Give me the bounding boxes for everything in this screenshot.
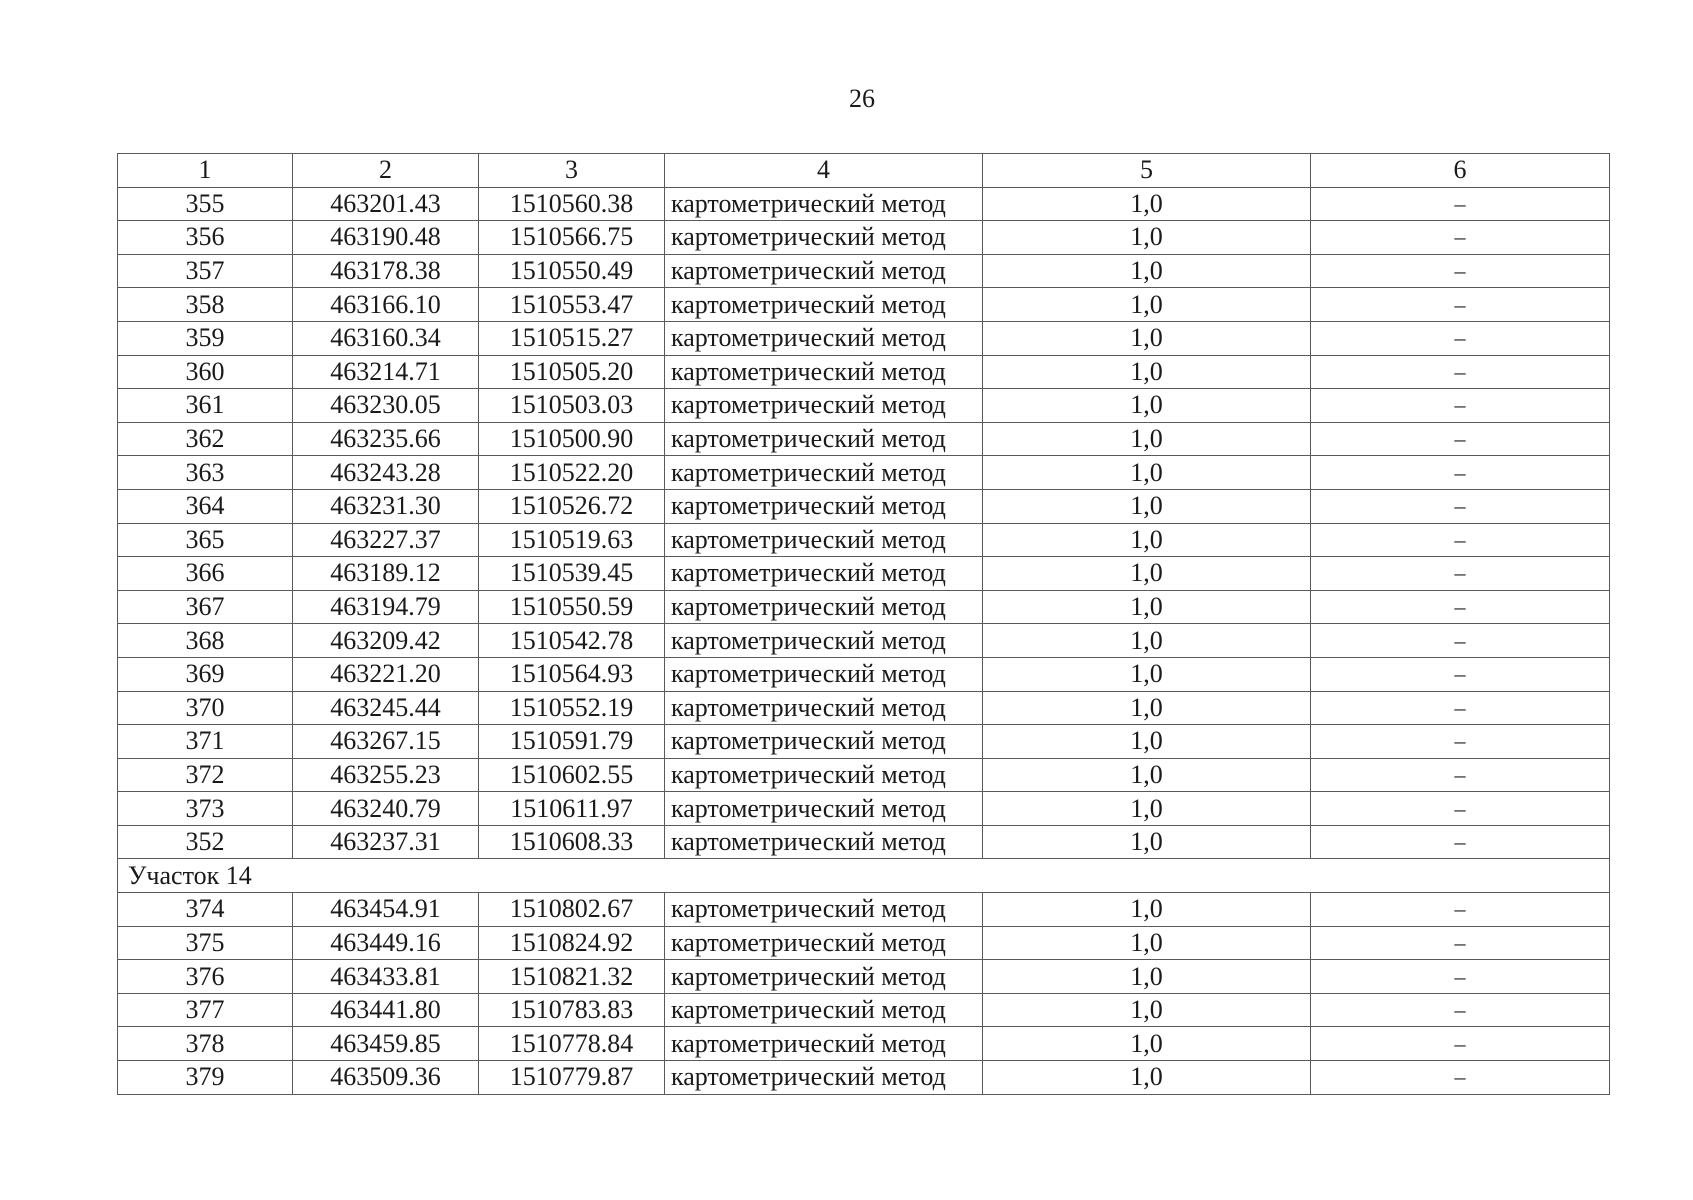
accuracy-cell: 1,0: [983, 456, 1311, 490]
x-coordinate-cell: 463231.30: [293, 489, 479, 523]
point-number-cell: 377: [118, 993, 293, 1027]
method-cell: картометрический метод: [665, 254, 983, 288]
note-cell: –: [1311, 657, 1610, 691]
note-cell: –: [1311, 489, 1610, 523]
x-coordinate-cell: 463240.79: [293, 792, 479, 826]
table-row: [118, 893, 1610, 927]
accuracy-cell: 1,0: [983, 389, 1311, 423]
y-coordinate-cell: 1510778.84: [479, 1027, 665, 1061]
note-cell: –: [1311, 389, 1610, 423]
table-row: [118, 758, 1610, 792]
table-row: [118, 557, 1610, 591]
column-header: 6: [1311, 154, 1610, 188]
x-coordinate-cell: 463255.23: [293, 758, 479, 792]
y-coordinate-cell: 1510522.20: [479, 456, 665, 490]
page-number: 26: [849, 84, 875, 113]
point-number-cell: 355: [118, 187, 293, 221]
y-coordinate-cell: 1510526.72: [479, 489, 665, 523]
table-row: [118, 1061, 1610, 1095]
table-row: [118, 725, 1610, 759]
table-header-row: [118, 154, 1610, 188]
method-cell: картометрический метод: [665, 456, 983, 490]
accuracy-cell: 1,0: [983, 657, 1311, 691]
accuracy-cell: 1,0: [983, 624, 1311, 658]
x-coordinate-cell: 463201.43: [293, 187, 479, 221]
point-number-cell: 376: [118, 960, 293, 994]
column-header: 5: [983, 154, 1311, 188]
accuracy-cell: 1,0: [983, 691, 1311, 725]
accuracy-cell: 1,0: [983, 221, 1311, 255]
note-cell: –: [1311, 288, 1610, 322]
point-number-cell: 372: [118, 758, 293, 792]
x-coordinate-cell: 463243.28: [293, 456, 479, 490]
method-cell: картометрический метод: [665, 825, 983, 859]
method-cell: картометрический метод: [665, 758, 983, 792]
y-coordinate-cell: 1510591.79: [479, 725, 665, 759]
method-cell: картометрический метод: [665, 657, 983, 691]
column-header: 4: [665, 154, 983, 188]
note-cell: –: [1311, 758, 1610, 792]
point-number-cell: 367: [118, 590, 293, 624]
note-cell: –: [1311, 691, 1610, 725]
note-cell: –: [1311, 993, 1610, 1027]
note-cell: –: [1311, 456, 1610, 490]
method-cell: картометрический метод: [665, 1027, 983, 1061]
point-number-cell: 363: [118, 456, 293, 490]
accuracy-cell: 1,0: [983, 993, 1311, 1027]
table-row: [118, 624, 1610, 658]
y-coordinate-cell: 1510602.55: [479, 758, 665, 792]
point-number-cell: 362: [118, 422, 293, 456]
method-cell: картометрический метод: [665, 893, 983, 927]
point-number-cell: 364: [118, 489, 293, 523]
method-cell: картометрический метод: [665, 691, 983, 725]
note-cell: –: [1311, 557, 1610, 591]
method-cell: картометрический метод: [665, 221, 983, 255]
y-coordinate-cell: 1510802.67: [479, 893, 665, 927]
table-row: [118, 187, 1610, 221]
point-number-cell: 356: [118, 221, 293, 255]
accuracy-cell: 1,0: [983, 1061, 1311, 1095]
method-cell: картометрический метод: [665, 187, 983, 221]
x-coordinate-cell: 463221.20: [293, 657, 479, 691]
accuracy-cell: 1,0: [983, 557, 1311, 591]
point-number-cell: 378: [118, 1027, 293, 1061]
point-number-cell: 369: [118, 657, 293, 691]
table-row: [118, 321, 1610, 355]
column-header: 2: [293, 154, 479, 188]
method-cell: картометрический метод: [665, 355, 983, 389]
note-cell: –: [1311, 960, 1610, 994]
note-cell: –: [1311, 1027, 1610, 1061]
method-cell: картометрический метод: [665, 489, 983, 523]
x-coordinate-cell: 463230.05: [293, 389, 479, 423]
y-coordinate-cell: 1510608.33: [479, 825, 665, 859]
point-number-cell: 370: [118, 691, 293, 725]
y-coordinate-cell: 1510500.90: [479, 422, 665, 456]
table-row: [118, 523, 1610, 557]
x-coordinate-cell: 463509.36: [293, 1061, 479, 1095]
method-cell: картометрический метод: [665, 926, 983, 960]
accuracy-cell: 1,0: [983, 489, 1311, 523]
x-coordinate-cell: 463454.91: [293, 893, 479, 927]
note-cell: –: [1311, 523, 1610, 557]
accuracy-cell: 1,0: [983, 590, 1311, 624]
note-cell: –: [1311, 355, 1610, 389]
accuracy-cell: 1,0: [983, 288, 1311, 322]
note-cell: –: [1311, 725, 1610, 759]
point-number-cell: 371: [118, 725, 293, 759]
method-cell: картометрический метод: [665, 523, 983, 557]
method-cell: картометрический метод: [665, 557, 983, 591]
point-number-cell: 352: [118, 825, 293, 859]
point-number-cell: 368: [118, 624, 293, 658]
table-row: [118, 960, 1610, 994]
accuracy-cell: 1,0: [983, 792, 1311, 826]
method-cell: картометрический метод: [665, 624, 983, 658]
x-coordinate-cell: 463160.34: [293, 321, 479, 355]
table-body: [118, 154, 1610, 1095]
note-cell: –: [1311, 254, 1610, 288]
method-cell: картометрический метод: [665, 960, 983, 994]
accuracy-cell: 1,0: [983, 355, 1311, 389]
y-coordinate-cell: 1510503.03: [479, 389, 665, 423]
y-coordinate-cell: 1510505.20: [479, 355, 665, 389]
table-row: [118, 221, 1610, 255]
y-coordinate-cell: 1510821.32: [479, 960, 665, 994]
y-coordinate-cell: 1510550.49: [479, 254, 665, 288]
x-coordinate-cell: 463214.71: [293, 355, 479, 389]
accuracy-cell: 1,0: [983, 523, 1311, 557]
point-number-cell: 366: [118, 557, 293, 591]
x-coordinate-cell: 463441.80: [293, 993, 479, 1027]
note-cell: –: [1311, 893, 1610, 927]
point-number-cell: 357: [118, 254, 293, 288]
table-row: [118, 926, 1610, 960]
point-number-cell: 373: [118, 792, 293, 826]
table-row: [118, 825, 1610, 859]
y-coordinate-cell: 1510564.93: [479, 657, 665, 691]
y-coordinate-cell: 1510539.45: [479, 557, 665, 591]
point-number-cell: 375: [118, 926, 293, 960]
y-coordinate-cell: 1510542.78: [479, 624, 665, 658]
y-coordinate-cell: 1510552.19: [479, 691, 665, 725]
section-row: [118, 859, 1610, 893]
accuracy-cell: 1,0: [983, 422, 1311, 456]
x-coordinate-cell: 463449.16: [293, 926, 479, 960]
y-coordinate-cell: 1510519.63: [479, 523, 665, 557]
point-number-cell: 359: [118, 321, 293, 355]
x-coordinate-cell: 463235.66: [293, 422, 479, 456]
method-cell: картометрический метод: [665, 1061, 983, 1095]
y-coordinate-cell: 1510824.92: [479, 926, 665, 960]
note-cell: –: [1311, 221, 1610, 255]
column-header: 1: [118, 154, 293, 188]
method-cell: картометрический метод: [665, 288, 983, 322]
point-number-cell: 360: [118, 355, 293, 389]
y-coordinate-cell: 1510560.38: [479, 187, 665, 221]
method-cell: картометрический метод: [665, 725, 983, 759]
y-coordinate-cell: 1510515.27: [479, 321, 665, 355]
x-coordinate-cell: 463227.37: [293, 523, 479, 557]
point-number-cell: 374: [118, 893, 293, 927]
y-coordinate-cell: 1510779.87: [479, 1061, 665, 1095]
x-coordinate-cell: 463209.42: [293, 624, 479, 658]
x-coordinate-cell: 463178.38: [293, 254, 479, 288]
note-cell: –: [1311, 825, 1610, 859]
accuracy-cell: 1,0: [983, 725, 1311, 759]
method-cell: картометрический метод: [665, 590, 983, 624]
note-cell: –: [1311, 321, 1610, 355]
table-row: [118, 590, 1610, 624]
note-cell: –: [1311, 926, 1610, 960]
method-cell: картометрический метод: [665, 389, 983, 423]
y-coordinate-cell: 1510783.83: [479, 993, 665, 1027]
table-row: [118, 657, 1610, 691]
x-coordinate-cell: 463190.48: [293, 221, 479, 255]
x-coordinate-cell: 463237.31: [293, 825, 479, 859]
coordinates-table: [117, 153, 1610, 1095]
accuracy-cell: 1,0: [983, 187, 1311, 221]
point-number-cell: 358: [118, 288, 293, 322]
table-row: [118, 422, 1610, 456]
y-coordinate-cell: 1510566.75: [479, 221, 665, 255]
x-coordinate-cell: 463459.85: [293, 1027, 479, 1061]
table-row: [118, 1027, 1610, 1061]
note-cell: –: [1311, 422, 1610, 456]
table-row: [118, 792, 1610, 826]
x-coordinate-cell: 463189.12: [293, 557, 479, 591]
table-row: [118, 389, 1610, 423]
table-row: [118, 489, 1610, 523]
x-coordinate-cell: 463267.15: [293, 725, 479, 759]
x-coordinate-cell: 463194.79: [293, 590, 479, 624]
accuracy-cell: 1,0: [983, 960, 1311, 994]
note-cell: –: [1311, 792, 1610, 826]
point-number-cell: 379: [118, 1061, 293, 1095]
accuracy-cell: 1,0: [983, 926, 1311, 960]
table-row: [118, 355, 1610, 389]
note-cell: –: [1311, 624, 1610, 658]
accuracy-cell: 1,0: [983, 758, 1311, 792]
point-number-cell: 361: [118, 389, 293, 423]
table-row: [118, 691, 1610, 725]
table-row: [118, 993, 1610, 1027]
accuracy-cell: 1,0: [983, 893, 1311, 927]
accuracy-cell: 1,0: [983, 321, 1311, 355]
column-header: 3: [479, 154, 665, 188]
note-cell: –: [1311, 590, 1610, 624]
note-cell: –: [1311, 187, 1610, 221]
table-row: [118, 288, 1610, 322]
x-coordinate-cell: 463433.81: [293, 960, 479, 994]
accuracy-cell: 1,0: [983, 1027, 1311, 1061]
method-cell: картометрический метод: [665, 993, 983, 1027]
section-title: Участок 14: [118, 859, 1610, 893]
method-cell: картометрический метод: [665, 792, 983, 826]
x-coordinate-cell: 463166.10: [293, 288, 479, 322]
table-row: [118, 254, 1610, 288]
method-cell: картометрический метод: [665, 422, 983, 456]
y-coordinate-cell: 1510553.47: [479, 288, 665, 322]
point-number-cell: 365: [118, 523, 293, 557]
x-coordinate-cell: 463245.44: [293, 691, 479, 725]
y-coordinate-cell: 1510611.97: [479, 792, 665, 826]
accuracy-cell: 1,0: [983, 825, 1311, 859]
accuracy-cell: 1,0: [983, 254, 1311, 288]
note-cell: –: [1311, 1061, 1610, 1095]
y-coordinate-cell: 1510550.59: [479, 590, 665, 624]
table-row: [118, 456, 1610, 490]
method-cell: картометрический метод: [665, 321, 983, 355]
